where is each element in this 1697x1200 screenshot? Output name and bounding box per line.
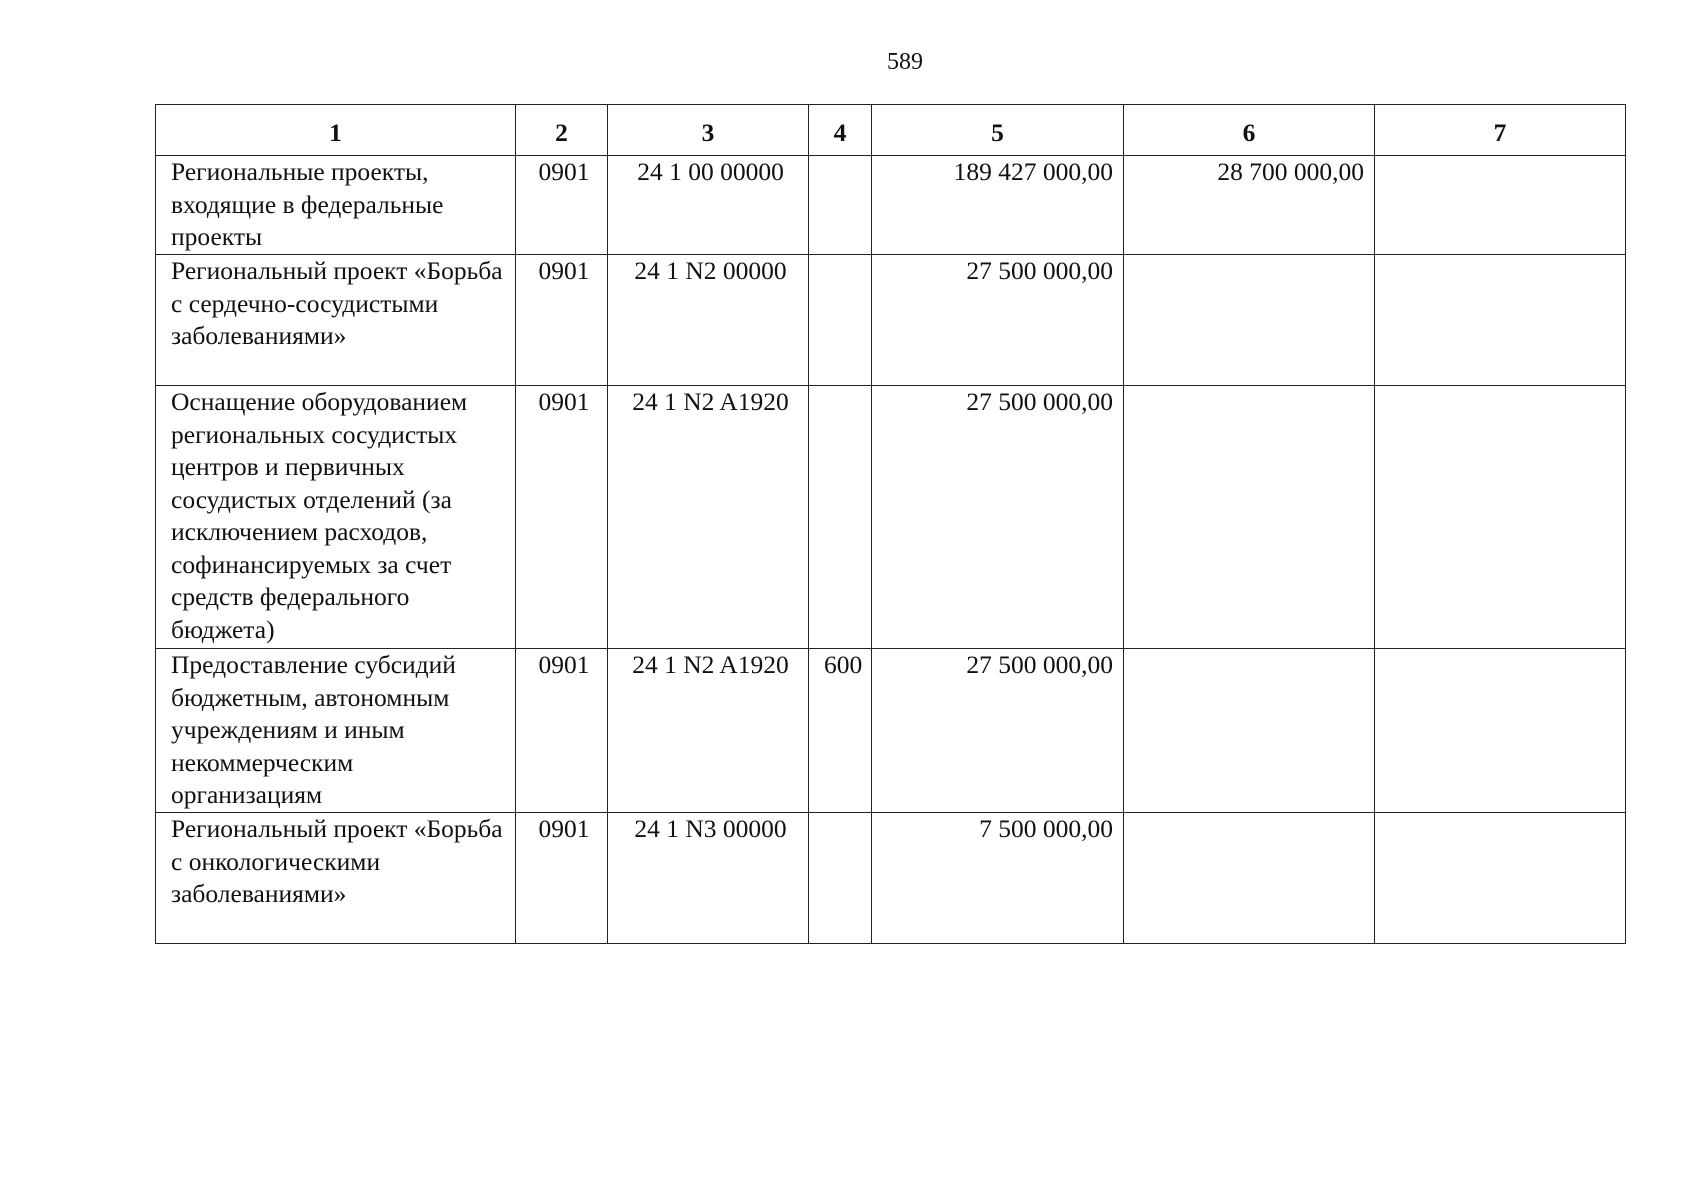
expense-kind-cell [809,813,872,944]
table-row [156,813,1626,944]
table-row [156,255,1626,386]
section-code-cell: 0901 [516,156,608,255]
expense-kind-cell [809,386,872,649]
row-name-cell: Региональный проект «Борьба с онкологическими заболеваниями» [156,813,516,944]
amount-cell [1124,813,1375,944]
column-header: 3 [608,105,809,156]
table-row [156,649,1626,813]
column-header: 5 [872,105,1124,156]
section-code-cell: 0901 [516,386,608,649]
amount-cell: 28 700 000,00 [1124,156,1375,255]
expense-kind-cell [809,156,872,255]
amount-cell [1375,813,1626,944]
row-name-cell: Региональные проекты, входящие в федеральные проекты [156,156,516,255]
target-code-cell: 24 1 N3 00000 [608,813,809,944]
section-code-cell: 0901 [516,255,608,386]
amount-cell: 7 500 000,00 [872,813,1124,944]
amount-cell [1375,255,1626,386]
column-header: 6 [1124,105,1375,156]
amount-cell [1124,255,1375,386]
row-name-cell: Региональный проект «Борьба с сердечно-сосудистыми заболеваниями» [156,255,516,386]
section-code-cell: 0901 [516,649,608,813]
expense-kind-cell: 600 [809,649,872,813]
amount-cell [1124,649,1375,813]
amount-cell [1375,386,1626,649]
target-code-cell: 24 1 N2 A1920 [608,649,809,813]
section-code-cell: 0901 [516,813,608,944]
amount-cell: 27 500 000,00 [872,649,1124,813]
amount-cell [1375,156,1626,255]
column-header: 2 [516,105,608,156]
column-header: 7 [1375,105,1626,156]
row-name-cell: Оснащение оборудованием региональных сосудистых центров и первичных сосудистых отделений (за исключением расходов, софинансируемых за счет средств федерального бюджета) [156,386,516,649]
row-name-cell: Предоставление субсидий бюджетным, автономным учреждениям и иным некоммерческим организациям [156,649,516,813]
target-code-cell: 24 1 N2 A1920 [608,386,809,649]
column-header: 1 [156,105,516,156]
column-header: 4 [809,105,872,156]
amount-cell: 27 500 000,00 [872,255,1124,386]
amount-cell [1124,386,1375,649]
amount-cell: 189 427 000,00 [872,156,1124,255]
table-header-row [156,105,1626,156]
table-row [156,156,1626,255]
page-number: 589 [887,49,923,75]
table-row [156,386,1626,649]
target-code-cell: 24 1 N2 00000 [608,255,809,386]
amount-cell: 27 500 000,00 [872,386,1124,649]
amount-cell [1375,649,1626,813]
budget-table [155,104,1626,944]
expense-kind-cell [809,255,872,386]
target-code-cell: 24 1 00 00000 [608,156,809,255]
